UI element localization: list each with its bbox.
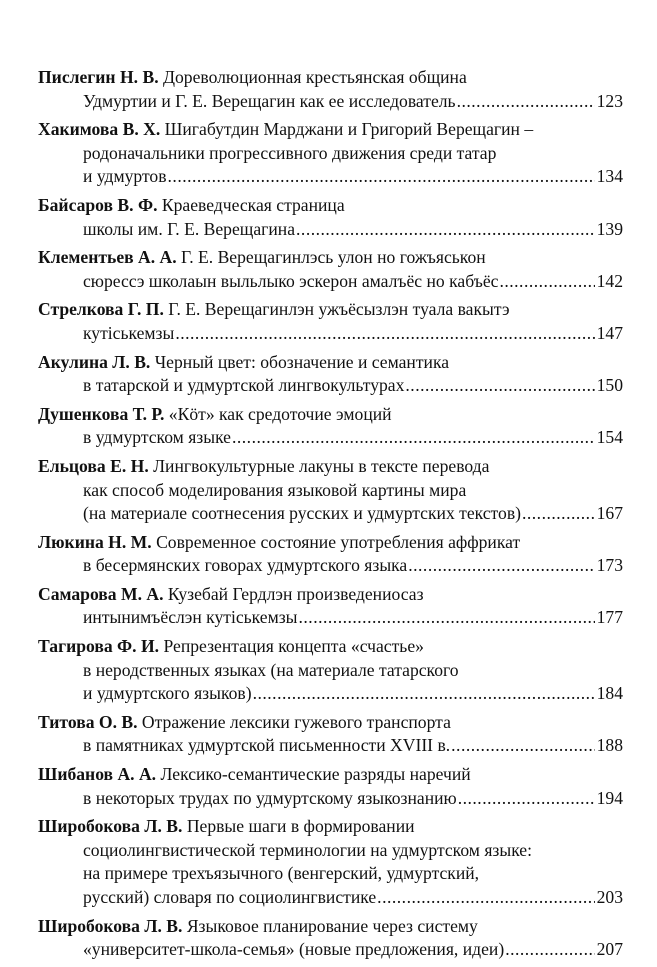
toc-title-text: Репрезентация концепта «счастье» [163,636,424,657]
toc-page-number: 142 [596,270,623,291]
toc-entry-first-line [38,815,623,839]
toc-entry [38,351,623,398]
toc-entry-line [38,322,623,346]
toc-entry [38,815,623,909]
toc-entry-first-line [38,66,623,90]
toc-page-number: 188 [596,735,623,756]
toc-entry-first-line [38,194,623,218]
toc-entry [38,455,623,526]
toc-entry-line [38,839,623,863]
toc-entry [38,194,623,241]
toc-title-text: в удмуртском языке [83,427,231,448]
toc-title-text: родоначальники прогрессивного движения среди татар [83,142,497,163]
toc-leader-dots [451,734,594,758]
toc-leader-dots [296,218,595,242]
toc-entry-line [38,862,623,886]
toc-leader-dots [253,682,595,706]
toc-entry [38,66,623,113]
toc-title-text: в бесермянских говорах удмуртского языка [83,555,408,576]
toc-entry-first-line [38,711,623,735]
toc-title-text: на примере трехъязычного (венгерский, удмуртский, [83,863,480,884]
toc-entry [38,246,623,293]
toc-title-text: Современное состояние употребления аффрикат [156,531,521,552]
toc-leader-dots [377,886,594,910]
toc-entry-first-line [38,915,623,939]
toc-entry-first-line [38,763,623,787]
toc-author: Широбокова Л. В. [38,816,183,837]
toc-title-text: в татарской и удмуртской лингвокультурах [83,375,405,396]
toc-entry-line [38,479,623,503]
toc-title-text: и удмуртов [83,166,167,187]
toc-author: Самарова М. А. [38,583,164,604]
toc-entry-line [38,734,623,758]
toc-page-number: 203 [596,887,623,907]
table-of-contents [38,66,623,967]
toc-title-text: как способ моделирования языковой картины мира [83,479,467,500]
toc-author: Ельцова Е. Н. [38,455,149,476]
toc-page-number: 194 [596,787,623,808]
toc-author: Широбокова Л. В. [38,915,183,936]
toc-leader-dots [522,502,595,526]
toc-author: Шибанов А. А. [38,764,157,785]
toc-title-text: Дореволюционная крестьянская община [163,67,467,87]
toc-title-text: русский) словаря по социолингвистике [83,887,377,907]
toc-entry-first-line [38,455,623,479]
toc-title-text: и удмуртского языков) [83,683,252,704]
toc-entry-line [38,374,623,398]
toc-title-text: Отражение лексики гужевого транспорта [141,711,451,732]
toc-title-text: Лингвокультурные лакуны в тексте перевода [153,455,490,476]
toc-title-text: кутiськемзы [83,322,175,343]
toc-entry-line [38,886,623,910]
toc-leader-dots [175,322,594,346]
toc-entry-first-line [38,531,623,555]
toc-title-text: Г. Е. Верещагинлэн ужъёсызлэн туала вакытэ [168,299,510,320]
toc-entry-first-line [38,351,623,375]
toc-author: Люкина Н. М. [38,531,152,552]
toc-leader-dots [299,606,595,630]
toc-title-text: Г. Е. Верещагинлэсь улон но гожъяськон [181,247,486,268]
toc-title-text: «университет-школа-семья» (новые предложения, идеи) [83,939,505,960]
toc-leader-dots [405,374,594,398]
toc-entry-first-line [38,583,623,607]
toc-entry [38,915,623,962]
toc-title-text: «Кӧт» как средоточие эмоций [168,403,392,424]
toc-page-number: 207 [596,939,623,960]
toc-entry [38,763,623,810]
toc-title-text: Черный цвет: обозначение и семантика [154,351,450,372]
toc-title-text: интынимъёслэн кутiськемзы [83,607,298,628]
toc-entry-line [38,938,623,962]
toc-entry-line [38,218,623,242]
toc-page-number: 139 [596,218,623,239]
toc-author: Душенкова Т. Р. [38,403,165,424]
toc-entry-line [38,787,623,811]
toc-author: Пислегин Н. В. [38,67,159,87]
toc-entry [38,635,623,706]
toc-title-text: социолингвистической терминологии на удмуртском языке: [83,839,533,860]
toc-page-number: 134 [596,166,623,187]
toc-title-text: Кузебай Гердлэн произведениосаз [167,583,424,604]
toc-title-text: Краеведческая страница [161,194,345,215]
toc-title-text: сюрессэ школаын выльлыко эскерон амалъёс но кабъёс [83,270,499,291]
toc-page-number: 167 [596,503,623,524]
toc-page-number: 173 [596,555,623,576]
toc-entry-line [38,270,623,294]
toc-leader-dots [232,426,595,450]
toc-leader-dots [457,90,595,114]
toc-leader-dots [168,165,595,189]
toc-page-number: 150 [596,375,623,396]
toc-entry-line [38,165,623,189]
toc-author: Стрелкова Г. П. [38,299,164,320]
toc-entry-first-line [38,635,623,659]
toc-entry-first-line [38,246,623,270]
toc-title-text: в неродственных языках (на материале татарского [83,659,459,680]
toc-entry-line [38,659,623,683]
toc-title-text: Удмуртии и Г. Е. Верещагин как ее исследователь [83,90,456,111]
toc-title-text: школы им. Г. Е. Верещагина [83,218,296,239]
toc-author: Байсаров В. Ф. [38,194,158,215]
toc-page-number: 184 [596,683,623,704]
toc-leader-dots [458,787,595,811]
toc-entry [38,583,623,630]
toc-entry-line [38,682,623,706]
toc-title-text: Лексико-семантические разряды наречий [160,764,471,785]
toc-author: Тагирова Ф. И. [38,636,160,657]
toc-author: Акулина Л. В. [38,351,151,372]
toc-entry-first-line [38,298,623,322]
toc-page-number: 154 [596,427,623,448]
toc-entry [38,711,623,758]
toc-entry-line [38,142,623,166]
toc-leader-dots [408,554,594,578]
toc-author: Клементьев А. А. [38,247,177,268]
toc-entry [38,118,623,189]
toc-author: Хакимова В. Х. [38,119,161,140]
toc-leader-dots [505,938,594,962]
toc-title-text: Языковое планирование через систему [186,915,478,936]
toc-entry-line [38,502,623,526]
toc-entry [38,298,623,345]
toc-entry-line [38,606,623,630]
toc-title-text: в некоторых трудах по удмуртскому языкознанию [83,787,457,808]
toc-entry-first-line [38,118,623,142]
toc-entry-first-line [38,403,623,427]
toc-leader-dots [499,270,594,294]
toc-author: Титова О. В. [38,711,138,732]
toc-title-text: Шигабутдин Марджани и Григорий Верещагин – [164,119,534,140]
toc-page-number: 123 [596,90,623,111]
toc-title-text: Первые шаги в формировании [186,816,415,837]
toc-entry [38,403,623,450]
toc-entry-line [38,554,623,578]
toc-title-text: (на материале соотнесения русских и удмуртских текстов) [83,503,521,524]
toc-page-number: 147 [596,322,623,343]
toc-page-number: 177 [596,607,623,628]
toc-entry-line [38,426,623,450]
toc-entry [38,531,623,578]
toc-title-text: в памятниках удмуртской письменности XVIII в. [83,735,451,756]
toc-entry-line [38,90,623,114]
